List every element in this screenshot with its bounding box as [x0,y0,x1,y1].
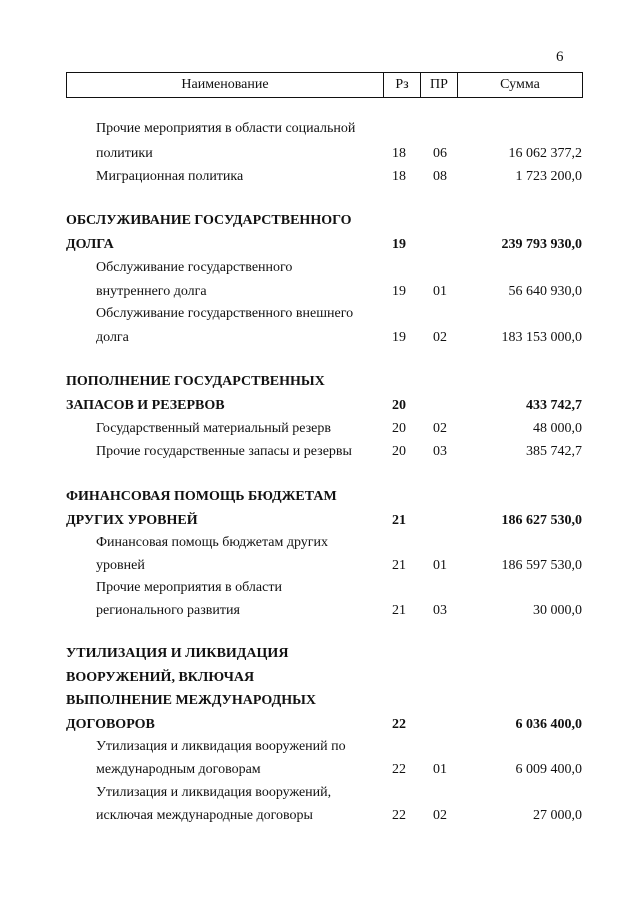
row-label-line: регионального развития [96,603,240,618]
row-pr: 01 [433,558,447,573]
row-label-line: международным договорам [96,762,261,777]
row-label-line: Финансовая помощь бюджетам других [96,535,329,550]
row-sum: 30 000,0 [533,603,582,618]
section-title-line: ОБСЛУЖИВАНИЕ ГОСУДАРСТВЕННОГО [66,213,352,228]
section-title-line: ДОЛГА [66,237,114,252]
row-sum: 183 153 000,0 [501,330,582,345]
row-pr: 02 [433,421,447,436]
row-label-line: исключая международные договоры [96,808,313,823]
row-sum: 385 742,7 [526,444,582,459]
header-name: Наименование [67,73,384,97]
row-pr: 08 [433,169,447,184]
row-label-line: Обслуживание государственного [96,260,293,275]
row-label-line: уровней [96,558,145,573]
row-pr: 01 [433,762,447,777]
row-sum: 27 000,0 [533,808,582,823]
row-rz: 21 [392,558,406,573]
row-sum: 48 000,0 [533,421,582,436]
row-pr: 03 [433,603,447,618]
row-pr: 03 [433,444,447,459]
row-pr: 02 [433,330,447,345]
row-label-line: Прочие государственные запасы и резервы [96,444,352,459]
section-sum: 433 742,7 [526,398,582,413]
page-number: 6 [556,49,564,65]
row-sum: 16 062 377,2 [508,146,582,161]
header-sum: Сумма [500,77,540,92]
row-label-line: Государственный материальный резерв [96,421,331,436]
section-title-line: ЗАПАСОВ И РЕЗЕРВОВ [66,398,225,413]
row-rz: 19 [392,284,406,299]
row-rz: 20 [392,444,406,459]
row-rz: 22 [392,808,406,823]
header-rz: Рз [384,73,421,97]
section-sum: 6 036 400,0 [515,717,582,732]
section-sum: 186 627 530,0 [501,513,582,528]
row-rz: 20 [392,421,406,436]
row-label-line: Утилизация и ликвидация вооружений, [96,785,332,800]
row-label-line: Обслуживание государственного внешнего [96,306,354,321]
section-rz: 22 [392,717,406,732]
row-label-line: долга [96,330,129,345]
row-label-line: Миграционная политика [96,169,244,184]
section-title-line: ДОГОВОРОВ [66,717,155,732]
row-rz: 19 [392,330,406,345]
row-pr: 02 [433,808,447,823]
section-title-line: ПОПОЛНЕНИЕ ГОСУДАРСТВЕННЫХ [66,374,325,389]
row-sum: 6 009 400,0 [515,762,582,777]
table-header [66,72,583,98]
section-title-line: ВЫПОЛНЕНИЕ МЕЖДУНАРОДНЫХ [66,693,316,708]
section-title-line: УТИЛИЗАЦИЯ И ЛИКВИДАЦИЯ [66,646,289,661]
row-label-line: Прочие мероприятия в области социальной [96,121,356,136]
section-sum: 239 793 930,0 [501,237,582,252]
row-rz: 18 [392,146,406,161]
row-rz: 22 [392,762,406,777]
header-pr: ПР [421,73,458,97]
row-label-line: Прочие мероприятия в области [96,580,282,595]
row-sum: 56 640 930,0 [508,284,582,299]
row-pr: 06 [433,146,447,161]
row-label-line: Утилизация и ликвидация вооружений по [96,739,346,754]
row-label-line: внутреннего долга [96,284,207,299]
row-rz: 21 [392,603,406,618]
section-title-line: ФИНАНСОВАЯ ПОМОЩЬ БЮДЖЕТАМ [66,489,337,504]
section-title-line: ДРУГИХ УРОВНЕЙ [66,513,198,528]
section-rz: 20 [392,398,406,413]
row-rz: 18 [392,169,406,184]
row-sum: 1 723 200,0 [515,169,582,184]
section-title-line: ВООРУЖЕНИЙ, ВКЛЮЧАЯ [66,670,255,685]
row-sum: 186 597 530,0 [501,558,582,573]
row-label-line: политики [96,146,153,161]
section-rz: 21 [392,513,406,528]
row-pr: 01 [433,284,447,299]
section-rz: 19 [392,237,406,252]
